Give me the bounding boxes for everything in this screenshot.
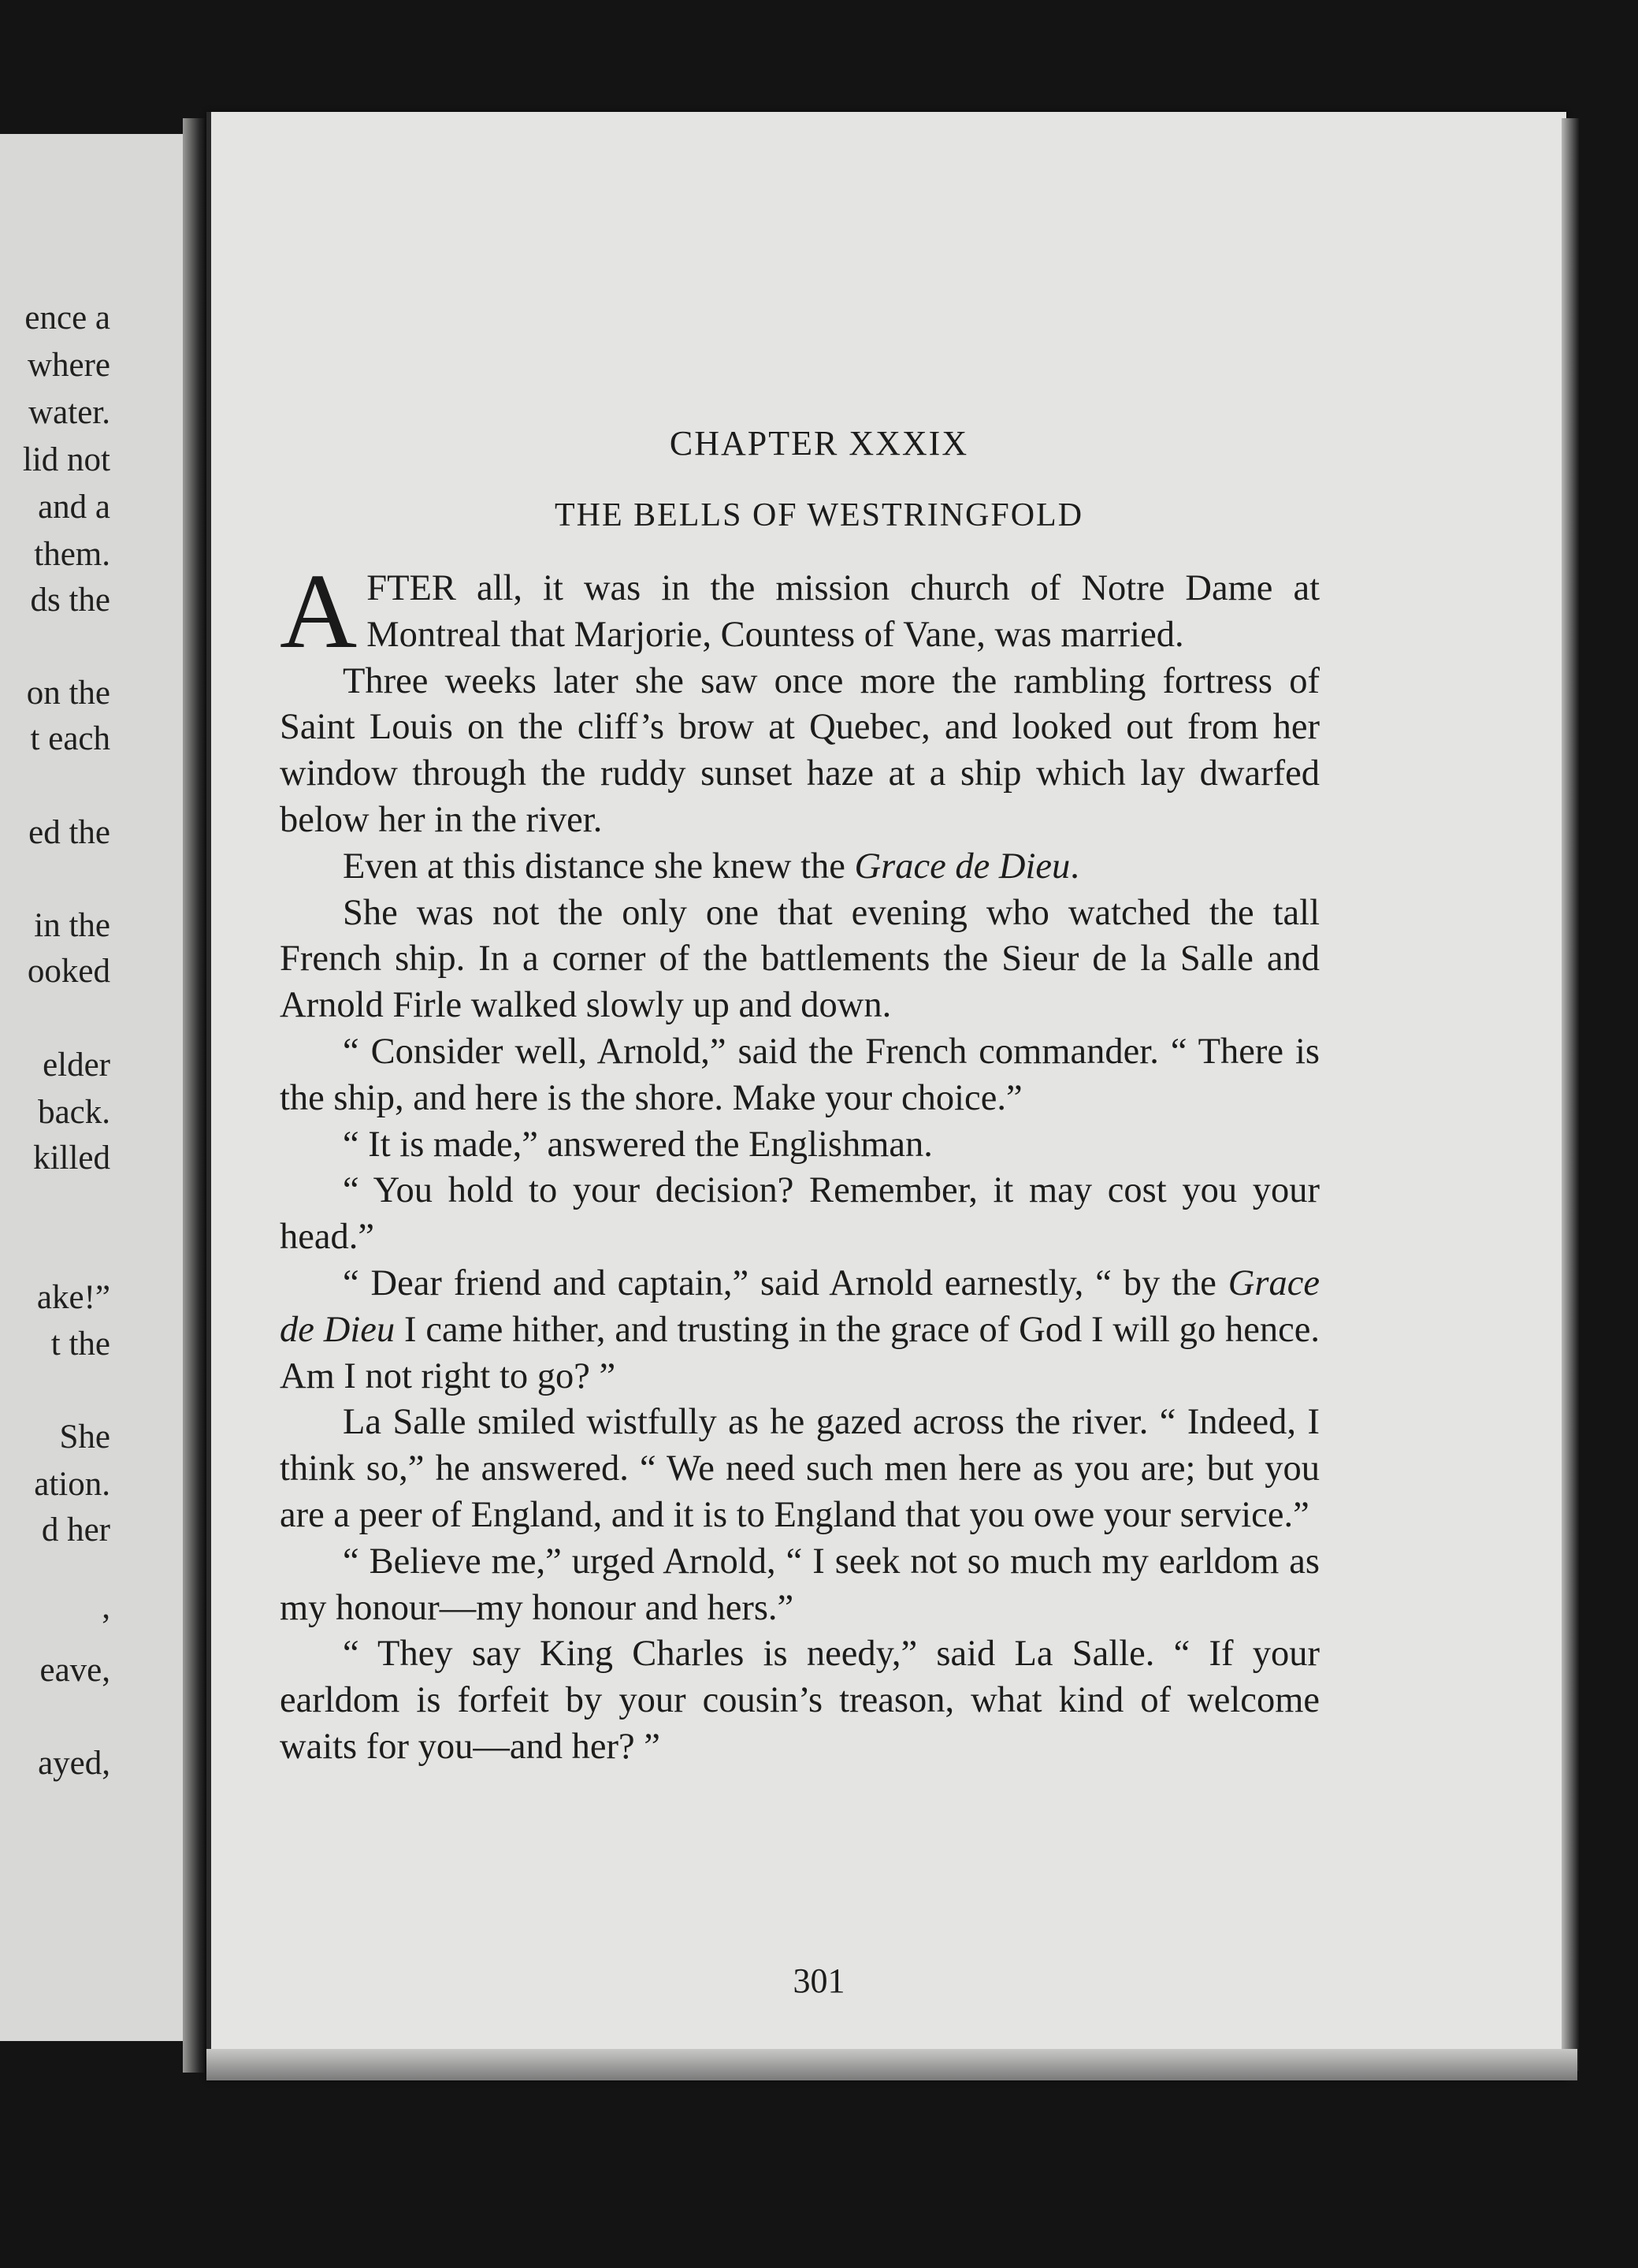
facing-page-line: water. bbox=[28, 394, 110, 431]
facing-page-line: back. bbox=[38, 1094, 110, 1131]
chapter-heading: CHAPTER XXXIX bbox=[669, 424, 969, 463]
facing-page-line: on the bbox=[26, 675, 110, 712]
page-edge-bottom bbox=[206, 2049, 1577, 2080]
facing-page-line: d her bbox=[41, 1511, 110, 1549]
facing-page-line: in the bbox=[34, 907, 110, 944]
chapter-title: THE BELLS OF WESTRINGFOLD bbox=[554, 497, 1084, 534]
facing-page-line: She bbox=[59, 1418, 110, 1456]
facing-page-line: t the bbox=[50, 1325, 110, 1363]
facing-page-line: ed the bbox=[28, 814, 110, 851]
facing-page-line: and a bbox=[38, 489, 110, 526]
facing-page-line: them. bbox=[34, 536, 110, 573]
facing-page-line: ayed, bbox=[38, 1745, 110, 1782]
paragraph: “ They say King Charles is needy,” said La Salle. “ If your earldom is forfeit by your cousin’s treason, what kind of welcome waits for you—and her? ” bbox=[280, 1634, 1320, 1767]
page-number: 301 bbox=[793, 1961, 845, 2000]
paragraph: AFTER all, it was in the mission church of Notre Dame at Montreal that Marjorie, Countess of Vane, was married. bbox=[280, 552, 1320, 671]
page-edge-right bbox=[1562, 118, 1579, 2071]
facing-page-line: eave, bbox=[39, 1652, 110, 1689]
facing-page-line: t each bbox=[30, 720, 110, 757]
facing-page-line: , bbox=[102, 1589, 110, 1626]
ship-name: Grace de Dieu bbox=[280, 1262, 1320, 1350]
facing-page-line: killed bbox=[33, 1140, 110, 1177]
paragraph: La Salle smiled wistfully as he gazed across the river. “ Indeed, I think so,” he answered. “ We need such men here as you are; but you are a peer of England, and it is to England that you owe your service.” bbox=[280, 1402, 1320, 1535]
facing-page-line: ooked bbox=[27, 953, 110, 990]
drop-cap: A bbox=[280, 552, 358, 671]
paragraph: She was not the only one that evening who watched the tall French ship. In a corner of the battlements the Sieur de la Salle and Arnold Firle walked slowly up and down. bbox=[280, 892, 1320, 1026]
facing-page-line: ake!” bbox=[36, 1279, 110, 1316]
paragraph: Even at this distance she knew the Grace de Dieu. bbox=[343, 846, 1079, 887]
chapter-body bbox=[280, 552, 1320, 1771]
paragraph: “ You hold to your decision? Remember, it may cost you your head.” bbox=[280, 1170, 1320, 1258]
facing-page-line: ds the bbox=[30, 582, 110, 619]
facing-page-line: ence a bbox=[24, 299, 110, 336]
ship-name: Grace de Dieu bbox=[854, 846, 1071, 887]
paragraph: Three weeks later she saw once more the rambling fortress of Saint Louis on the cliff’s brow at Quebec, and looked out from her window through the ruddy sunset haze at a ship which lay dwarfed below her in the river. bbox=[280, 660, 1320, 840]
facing-page-line: elder bbox=[43, 1047, 110, 1084]
book-gutter bbox=[183, 118, 206, 2073]
facing-page-line: where bbox=[27, 347, 110, 384]
paragraph: “ It is made,” answered the Englishman. bbox=[343, 1124, 933, 1165]
facing-page-line: ation. bbox=[34, 1466, 110, 1503]
paragraph: “ Consider well, Arnold,” said the French commander. “ There is the ship, and here is the shore. Make your choice.” bbox=[280, 1031, 1320, 1118]
paragraph: “ Dear friend and captain,” said Arnold earnestly, “ by the Grace de Dieu I came hither, and trusting in the grace of God I will go hence. Am I not right to go? ” bbox=[280, 1262, 1320, 1396]
paragraph: “ Believe me,” urged Arnold, “ I seek not so much my earldom as my honour—my honour and hers.” bbox=[280, 1541, 1320, 1628]
facing-page-line: lid not bbox=[22, 441, 110, 478]
